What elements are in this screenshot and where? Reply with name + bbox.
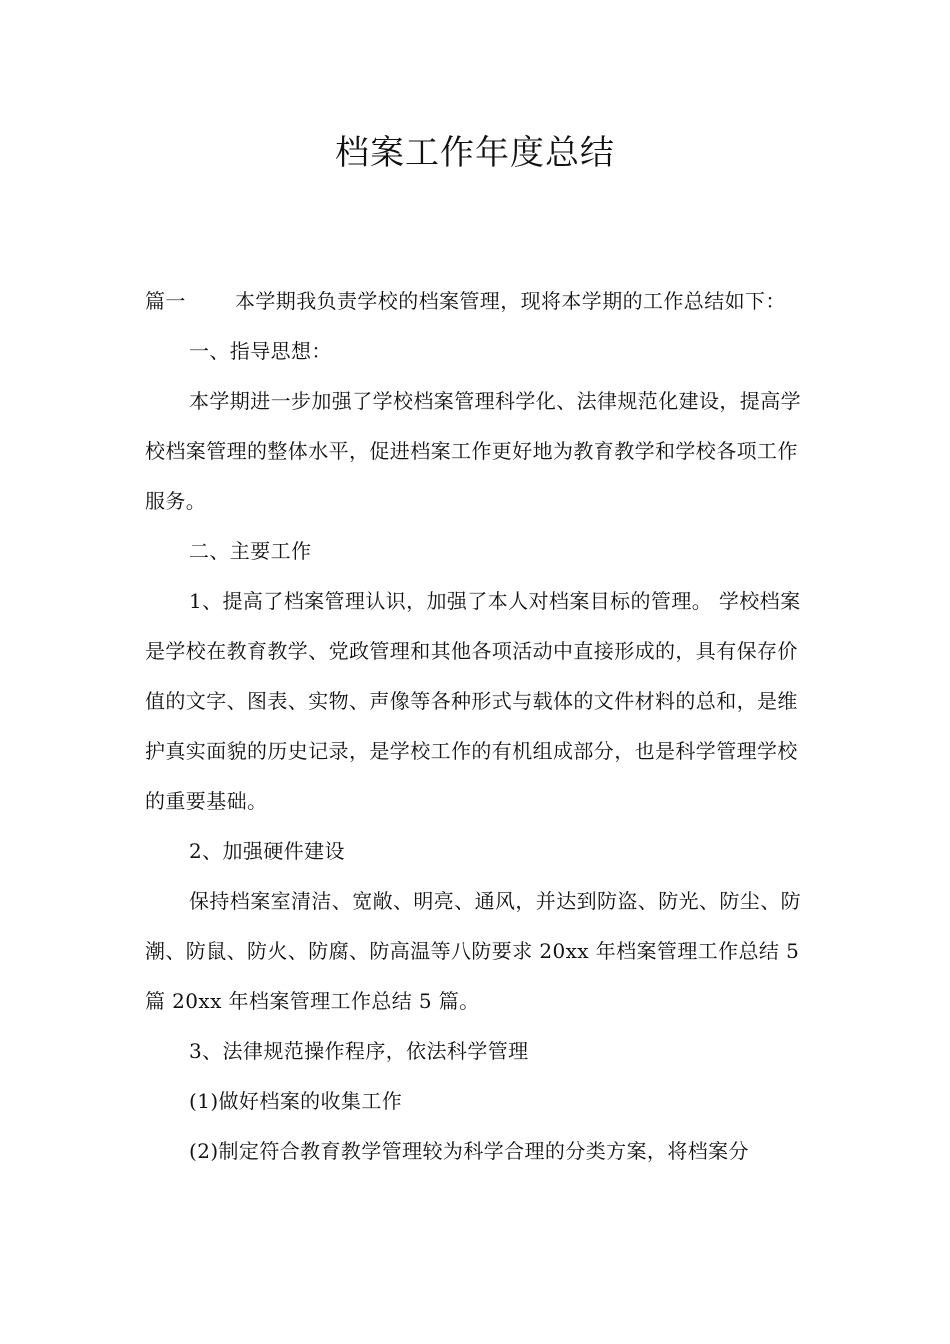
section-label: 篇一 (145, 289, 186, 313)
paragraph-guiding-thought: 本学期进一步加强了学校档案管理科学化、法律规范化建设，提高学校档案管理的整体水平，促进档案工作更好地为教育教学和学校各项工作服务。 (145, 389, 801, 513)
paragraph-awareness: 1、提高了档案管理认识，加强了本人对档案目标的管理。 学校档案是学校在教育教学、党政管理和其他各项活动中直接形成的，具有保存价值的文字、图表、实物、声像等各种形式与载体的文件材料的总和，是维护真实面貌的历史记录，是学校工作的有机组成部分，也是科学管理学校的重要基础。 (145, 589, 801, 813)
paragraph-collection: (1)做好档案的收集工作 (189, 1089, 403, 1113)
heading-procedures: 3、法律规范操作程序，依法科学管理 (189, 1039, 529, 1063)
intro-text: 本学期我负责学校的档案管理，现将本学期的工作总结如下： (235, 289, 786, 313)
document-title: 档案工作年度总结 (335, 133, 615, 173)
paragraph-intro (145, 276, 810, 326)
document-body (145, 276, 810, 1176)
heading-hardware: 2、加强硬件建设 (189, 839, 345, 863)
paragraph-hardware: 保持档案室清洁、宽敞、明亮、通风，并达到防盗、防光、防尘、防潮、防鼠、防火、防腐、防高温等八防要求 20xx 年档案管理工作总结 5 篇 20xx 年档案管理工作总结 5 篇。 (145, 889, 801, 1013)
heading-main-work: 二、主要工作 (189, 539, 312, 563)
paragraph-classification: (2)制定符合教育教学管理较为科学合理的分类方案，将档案分 (189, 1139, 749, 1163)
heading-guiding-thought: 一、指导思想： (189, 339, 332, 363)
